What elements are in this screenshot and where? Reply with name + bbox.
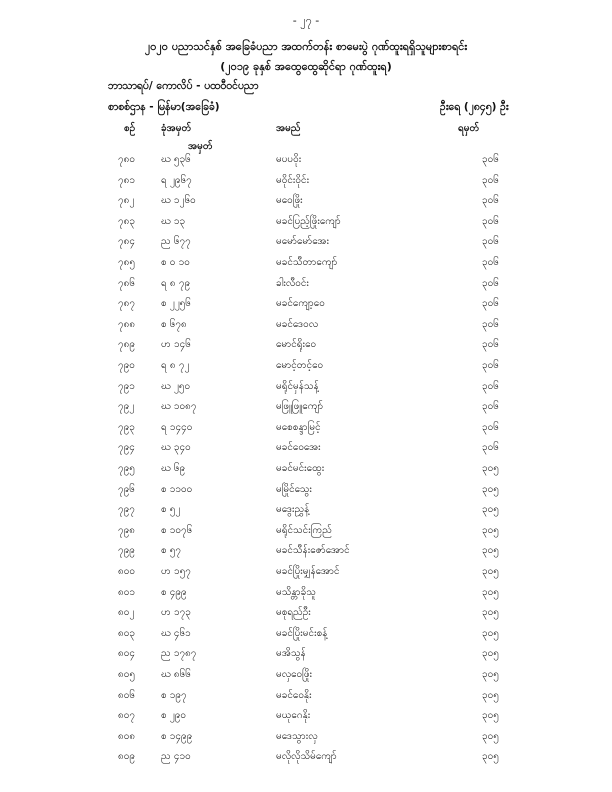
table-row	[0, 564, 612, 586]
row-name: မခင်သီန်းဇော်အောင်	[276, 545, 350, 557]
row-serial: ၇၈၅	[118, 257, 135, 268]
row-serial: ၇၉၂	[118, 401, 135, 413]
table-row	[0, 523, 612, 545]
table-row	[0, 317, 612, 339]
row-serial: ၈၀၈	[118, 730, 136, 742]
table-row	[0, 440, 612, 462]
row-roll: ရ ၈ ၇၉	[161, 277, 191, 289]
row-name: မောင့်တင့်ဝေ	[276, 360, 324, 371]
row-serial: ၈၀၇	[118, 710, 135, 722]
row-name: မရိုင်သင်းကြည်	[276, 524, 332, 536]
row-marks: ၃၀၅	[482, 504, 499, 516]
row-roll: စ ၁၀၇၆	[161, 524, 193, 536]
row-marks: ၃၀၆	[482, 442, 499, 454]
row-name: မဒွေးညွှန့်	[276, 504, 310, 516]
row-serial: ၈၀၃	[118, 627, 135, 639]
row-roll: ဃ ၃၄၀	[161, 442, 191, 454]
row-marks: ၃၀၅	[482, 689, 499, 701]
row-marks: ၃၀၅	[482, 463, 499, 474]
document-subtitle: (၂၀၁၉ ခုနှစ် အထွေထွေဆိုင်ရာ ဂုဏ်ထူးရ)	[220, 60, 392, 73]
header-roll: ခုံအမှတ်	[161, 123, 192, 134]
row-roll: စ ၅၂	[161, 504, 181, 516]
row-roll: စ ၅၇	[161, 545, 182, 557]
row-name: မခင်ဝေနိုး	[276, 689, 312, 701]
row-marks: ၃၀၆	[482, 236, 499, 248]
row-name: မသိန္တာခိုသူ	[276, 586, 316, 598]
header-marks: ရမှတ်	[458, 123, 480, 134]
row-roll: စ ၄၉၉	[161, 586, 187, 598]
table-row	[0, 234, 612, 256]
table-row	[0, 173, 612, 195]
row-serial: ၈၀၅	[118, 669, 135, 680]
row-serial: ၇၉၅	[118, 463, 135, 474]
row-name: မလှဝေဖြိုး	[276, 669, 313, 680]
row-name: မဝိုင်းဝိုင်း	[276, 174, 310, 186]
row-roll: ည ၁၇၈၇	[161, 648, 197, 660]
row-marks: ၃၀၅	[482, 669, 499, 680]
row-serial: ၈၀၉	[118, 751, 135, 763]
candidate-count: ဦးရေ (၂၈၄၅) ဦး	[440, 101, 509, 113]
table-row	[0, 482, 612, 504]
row-serial: ၇၉၃	[118, 421, 135, 433]
row-marks: ၃၀၆	[482, 215, 499, 227]
table-row	[0, 585, 612, 607]
row-serial: ၇၉၁	[118, 380, 135, 392]
row-name: မအိသွန်	[276, 648, 306, 660]
row-roll: ဃ ၈၆၆	[161, 669, 191, 680]
row-name: မမြိုင်သွေး	[276, 483, 312, 495]
row-marks: ၃၀၆	[482, 360, 499, 371]
row-marks: ၃၀၅	[482, 586, 499, 598]
row-marks: ၃၀၅	[482, 566, 499, 577]
row-marks: ၃၀၅	[482, 607, 499, 619]
row-roll: ဃ ၁၃	[161, 215, 186, 227]
table-row	[0, 461, 612, 483]
table-row	[0, 667, 612, 689]
row-name: မယုဂေနိုး	[276, 710, 311, 722]
row-roll: ဟ ၁၅၇	[161, 566, 191, 577]
row-marks: ၃၀၆	[482, 195, 499, 207]
row-name: မခင်သီတာကျော်	[276, 257, 338, 268]
row-serial: ၇၈၄	[118, 236, 135, 248]
row-serial: ၇၈၂	[118, 195, 135, 207]
table-row	[0, 399, 612, 421]
row-name: မစေစန္ဒာမြင့်	[276, 421, 321, 433]
row-roll: ဟ ၁၇၃	[161, 607, 191, 619]
row-roll: ဃ ၁၂၆၀	[161, 195, 196, 207]
row-roll: စ ၂၉၀	[161, 710, 186, 722]
table-row	[0, 152, 612, 174]
row-name: မမော်မော်အေး	[276, 236, 329, 248]
table-row	[0, 626, 612, 648]
row-roll: ဃ ၁၀၈၇	[161, 401, 197, 413]
row-marks: ၃၀၅	[482, 483, 499, 495]
row-marks: ၃၀၅	[482, 730, 499, 742]
subject-line: ဘာသာရပ်/ ကောလိပ် - ပထဝီဝင်ပညာ	[108, 80, 259, 92]
row-serial: ၇၉၀	[118, 360, 135, 371]
row-marks: ၃၀၆	[482, 401, 499, 413]
row-marks: ၃၀၅	[482, 627, 499, 639]
row-roll: ဃ ၄၆၁	[161, 627, 191, 639]
row-roll: ဃ ၂၅၀	[161, 380, 191, 392]
row-marks: ၃၀၅	[482, 648, 499, 660]
row-roll: ည ၄၁၀	[161, 751, 191, 763]
row-marks: ၃၀၆	[482, 339, 499, 351]
row-serial: ၇၈၈	[118, 318, 136, 330]
row-serial: ၇၉၆	[118, 483, 135, 495]
table-row	[0, 193, 612, 215]
row-serial: ၇၈၃	[118, 215, 135, 227]
row-serial: ၈၀၆	[118, 689, 135, 701]
row-roll: စ ၁၄၉၉	[161, 730, 193, 742]
row-marks: ၃၀၆	[482, 257, 499, 268]
row-marks: ၃၀၆	[482, 154, 499, 165]
row-roll: စ ၁၉၇	[161, 689, 187, 701]
table-row	[0, 255, 612, 277]
table-row	[0, 337, 612, 359]
row-marks: ၃၀၆	[482, 174, 499, 186]
row-serial: ၈၀၂	[118, 607, 135, 619]
header-name: အမည်	[276, 123, 301, 134]
row-roll: စ ၆၇၈	[161, 318, 187, 330]
row-marks: ၃၀၅	[482, 545, 499, 557]
row-name: မခင်ဒေဝလ	[276, 318, 319, 330]
row-marks: ၃၀၆	[482, 380, 499, 392]
row-roll: စ ၂၂၅၆	[161, 298, 191, 310]
row-roll: ရ ၁၄၄၀	[161, 421, 193, 433]
row-name: မဝေဖြိုး	[276, 195, 303, 207]
row-name: မဒေသွားလှ	[276, 730, 318, 742]
table-row	[0, 688, 612, 710]
table-row	[0, 276, 612, 298]
table-row	[0, 358, 612, 380]
row-serial: ၇၈၇	[118, 298, 135, 310]
row-name: မခင်မင်းထွေး	[276, 463, 325, 474]
table-row	[0, 749, 612, 771]
row-roll: ရ ၂၉၆၇	[161, 174, 192, 186]
table-row	[0, 296, 612, 318]
row-roll: ဟ ၁၄၆	[161, 339, 191, 351]
row-marks: ၃၀၅	[482, 710, 499, 722]
row-serial: ၇၈၁	[118, 174, 135, 186]
row-roll: စ ၀ ၁၀	[161, 257, 190, 268]
row-name: မခင်ဝေအေး	[276, 442, 321, 454]
row-serial: ၈၀၄	[118, 648, 135, 660]
row-roll: ဃ ၆၉	[161, 463, 186, 474]
row-name: မပပဝိုး	[276, 154, 302, 165]
row-roll: စ ၁၁၀၀	[161, 483, 193, 495]
row-name: မခင်ပြိုးမင်းစန့်	[276, 627, 328, 639]
row-serial: ၇၈၆	[118, 277, 135, 289]
row-name: မဖြူဖြူကျော်	[276, 401, 324, 413]
table-row	[0, 502, 612, 524]
row-serial: ၇၉၉	[118, 545, 135, 557]
header-serial: စဉ်	[124, 123, 136, 134]
row-marks: ၃၀၆	[482, 298, 499, 310]
row-marks: ၃၀၆	[482, 421, 499, 433]
row-name: မစုရည်ဦး	[276, 607, 311, 619]
row-marks: ၃၀၆	[482, 318, 499, 330]
table-row	[0, 543, 612, 565]
table-row	[0, 379, 612, 401]
row-serial: ၇၉၈	[118, 524, 135, 536]
row-serial: ၈၀၀	[118, 566, 135, 577]
row-serial: ၇၈၉	[118, 339, 135, 351]
row-serial: ၈၀၁	[118, 586, 135, 598]
row-name: မလိုလိုသိမ်ကျော်	[276, 751, 337, 763]
row-name: မရိုင်မှန်သန့်	[276, 380, 319, 392]
row-name: မောင်ရိုးဝေ	[276, 339, 317, 351]
row-name: မခင်ပြိုးမျှန်အောင်	[276, 566, 340, 577]
table-row	[0, 646, 612, 668]
row-name: မခင်ကျော့ဝေ	[276, 298, 325, 310]
row-name: ခါးလီဝင်း	[276, 277, 309, 289]
row-serial: ၇၉၄	[118, 442, 135, 454]
row-roll: ရ ၈ ၇၂	[161, 360, 190, 371]
header-roll-sub: အမှတ်	[188, 141, 213, 152]
exam-center-line: စာစစ်ဌာန - မြန်မာ(အခြေခံ)	[108, 101, 220, 113]
table-row	[0, 708, 612, 730]
page-number: - ၂၇ -	[292, 14, 320, 27]
row-marks: ၃၀၅	[482, 751, 499, 763]
row-marks: ၃၀၅	[482, 524, 499, 536]
row-name: မခင်ပြည့်ဖြိုးကျော်	[276, 215, 341, 227]
document-title: ၂၀၂၀ ပညာသင်နှစ် အခြေခံပညာ အထက်တန်း စာမေးပွဲ ဂုဏ်ထူးရရှိသူများစာရင်း	[144, 40, 468, 53]
row-marks: ၃၀၆	[482, 277, 499, 289]
table-row	[0, 420, 612, 442]
row-serial: ၇၈၀	[118, 154, 135, 165]
table-row	[0, 729, 612, 751]
row-serial: ၇၉၇	[118, 504, 135, 516]
row-roll: ဃ ၅၃၆	[161, 154, 191, 165]
row-roll: ည ၆၇၇	[161, 236, 191, 248]
table-row	[0, 605, 612, 627]
table-row	[0, 214, 612, 236]
